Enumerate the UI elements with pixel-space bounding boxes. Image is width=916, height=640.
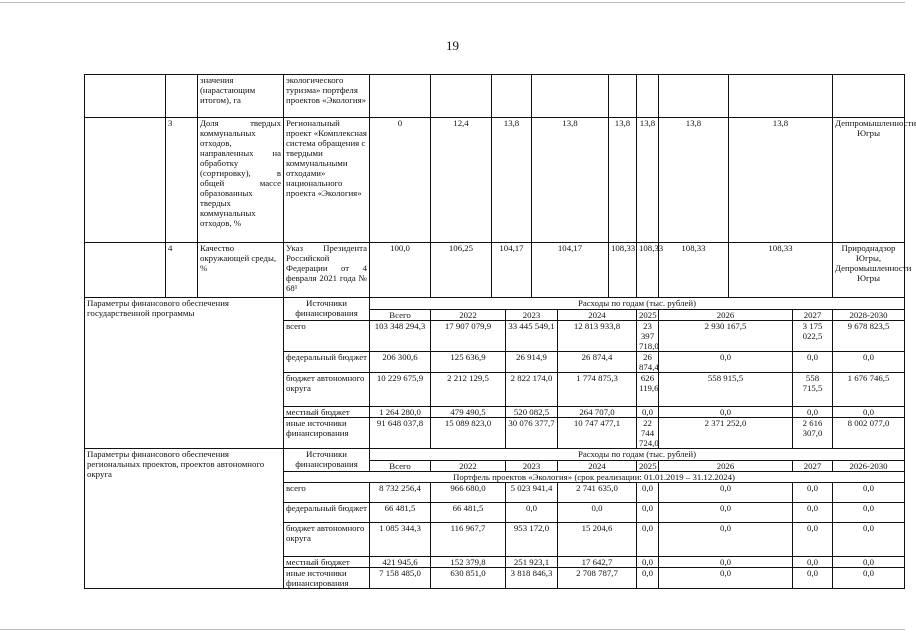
indicator-value [492, 75, 532, 118]
indicator-source: Региональный проект «Комплексная система обращения с твердыми коммунальными отходами» национального проекта «Экология» [284, 118, 370, 243]
amount-cell: 626 119,6 [637, 373, 659, 407]
amount-cell: 2 371 252,0 [659, 418, 793, 449]
indicator-value [609, 75, 637, 118]
amount-cell: 0,0 [637, 523, 659, 557]
blank-cell [85, 75, 166, 118]
indicator-source: Указ Президента Российской Федерации от 4 февраля 2021 года № 68¹ [284, 243, 370, 298]
indicator-responsible [833, 75, 905, 118]
amount-cell: 0,0 [833, 557, 905, 568]
source-name: бюджет автономного округа [284, 523, 370, 557]
expenses-header: Расходы по годам (тыс. рублей) [370, 298, 905, 310]
amount-cell: 0,0 [793, 483, 833, 503]
amount-cell: 0,0 [793, 568, 833, 589]
year-header: Всего [370, 461, 431, 472]
amount-cell: 0,0 [659, 503, 793, 523]
indicator-value [659, 75, 729, 118]
amount-cell: 0,0 [793, 523, 833, 557]
year-header: 2027 [793, 461, 833, 472]
year-header: 2027 [793, 310, 833, 321]
amount-cell: 10 747 477,1 [558, 418, 637, 449]
source-name: всего [284, 321, 370, 352]
amount-cell: 0,0 [659, 352, 793, 373]
indicator-name: Качество окружающей среды, % [198, 243, 284, 298]
amount-cell: 251 923,1 [506, 557, 558, 568]
section-label: Параметры финансового обеспечения региональных проектов, проектов автономного округа [85, 449, 284, 589]
year-header: 2026-2030 [833, 461, 905, 472]
year-header: 2026 [659, 310, 793, 321]
amount-cell: 8 002 077,0 [833, 418, 905, 449]
indicator-value [532, 75, 609, 118]
source-name: федеральный бюджет [284, 352, 370, 373]
indicator-value: 108,33 [637, 243, 659, 298]
indicator-number [166, 75, 198, 118]
indicator-value [729, 75, 833, 118]
amount-cell: 0,0 [793, 352, 833, 373]
amount-cell: 10 229 675,9 [370, 373, 431, 407]
year-header: 2023 [506, 461, 558, 472]
portfolio-title: Портфель проектов «Экология» (срок реализации: 01.01.2019 – 31.12.2024) [284, 472, 905, 483]
indicator-value: 108,33 [659, 243, 729, 298]
amount-cell: 2 822 174,0 [506, 373, 558, 407]
source-name: иные источники финансирования [284, 418, 370, 449]
amount-cell: 15 204,6 [558, 523, 637, 557]
amount-cell: 558 915,5 [659, 373, 793, 407]
year-header: 2022 [431, 310, 506, 321]
indicator-value [637, 75, 659, 118]
amount-cell: 1 085 344,3 [370, 523, 431, 557]
amount-cell: 0,0 [833, 483, 905, 503]
bottom-edge-line [0, 629, 905, 630]
amount-cell: 0,0 [558, 503, 637, 523]
amount-cell: 0,0 [833, 352, 905, 373]
amount-cell: 0,0 [833, 568, 905, 589]
amount-cell: 152 379,8 [431, 557, 506, 568]
year-header: 2025 [637, 310, 659, 321]
program-passport-table [84, 74, 916, 589]
indicator-value: 13,8 [659, 118, 729, 243]
amount-cell: 0,0 [506, 503, 558, 523]
amount-cell: 66 481,5 [431, 503, 506, 523]
amount-cell: 66 481,5 [370, 503, 431, 523]
indicator-value: 104,17 [532, 243, 609, 298]
amount-cell: 91 648 037,8 [370, 418, 431, 449]
amount-cell: 7 158 485,0 [370, 568, 431, 589]
indicator-responsible: Природнадзор Югры, Депромышленности Югры [833, 243, 905, 298]
amount-cell: 33 445 549,1 [506, 321, 558, 352]
sources-header: Источники финансирования [284, 298, 370, 321]
amount-cell: 26 914,9 [506, 352, 558, 373]
amount-cell: 1 264 280,0 [370, 407, 431, 418]
amount-cell: 2 708 787,7 [558, 568, 637, 589]
indicator-number: 3 [166, 118, 198, 243]
indicator-value: 13,8 [609, 118, 637, 243]
amount-cell: 953 172,0 [506, 523, 558, 557]
year-header: 2025 [637, 461, 659, 472]
indicator-value: 13,8 [637, 118, 659, 243]
amount-cell: 1 774 875,3 [558, 373, 637, 407]
section-label: Параметры финансового обеспечения государственной программы [85, 298, 284, 449]
amount-cell: 0,0 [637, 407, 659, 418]
amount-cell: 1 676 746,5 [833, 373, 905, 407]
blank-cell [85, 118, 166, 243]
state_program-header-row [85, 298, 905, 310]
amount-cell: 206 300,6 [370, 352, 431, 373]
indicator-row [85, 243, 905, 298]
amount-cell: 0,0 [637, 503, 659, 523]
indicator-value: 13,8 [729, 118, 833, 243]
indicator-name: Доля твердых коммунальных отходов, направленных на обработку (сортировку), в общей массе образованных твердых коммунальных отходов, % [198, 118, 284, 243]
amount-cell: 2 616 307,0 [793, 418, 833, 449]
amount-cell: 17 907 079,9 [431, 321, 506, 352]
indicator-row [85, 75, 905, 118]
amount-cell: 17 642,7 [558, 557, 637, 568]
amount-cell: 103 348 294,3 [370, 321, 431, 352]
expenses-header: Расходы по годам (тыс. рублей) [370, 449, 905, 461]
indicator-number: 4 [166, 243, 198, 298]
amount-cell: 26 874,4 [558, 352, 637, 373]
amount-cell: 9 678 823,5 [833, 321, 905, 352]
amount-cell: 0,0 [793, 557, 833, 568]
amount-cell: 0,0 [637, 483, 659, 503]
year-header: 2024 [558, 310, 637, 321]
source-name: бюджет автономного округа [284, 373, 370, 407]
source-name: иные источники финансирования [284, 568, 370, 589]
amount-cell: 0,0 [637, 557, 659, 568]
amount-cell: 421 945,6 [370, 557, 431, 568]
indicator-source: экологического туризма» портфеля проектов «Экология» [284, 75, 370, 118]
year-header: 2022 [431, 461, 506, 472]
amount-cell: 30 076 377,7 [506, 418, 558, 449]
amount-cell: 5 023 941,4 [506, 483, 558, 503]
amount-cell: 12 813 933,8 [558, 321, 637, 352]
source-name: всего [284, 483, 370, 503]
indicator-value: 13,8 [492, 118, 532, 243]
amount-cell: 479 490,5 [431, 407, 506, 418]
amount-cell: 0,0 [833, 523, 905, 557]
amount-cell: 23 397 718,0 [637, 321, 659, 352]
indicator-name: значения (нарастающим итогом), га [198, 75, 284, 118]
amount-cell: 3 175 022,5 [793, 321, 833, 352]
source-name: федеральный бюджет [284, 503, 370, 523]
indicator-value: 104,17 [492, 243, 532, 298]
amount-cell: 0,0 [659, 523, 793, 557]
year-header: Всего [370, 310, 431, 321]
amount-cell: 0,0 [833, 407, 905, 418]
amount-cell: 966 680,0 [431, 483, 506, 503]
amount-cell: 520 082,5 [506, 407, 558, 418]
indicator-row [85, 118, 905, 243]
source-name: местный бюджет [284, 557, 370, 568]
amount-cell: 0,0 [659, 483, 793, 503]
year-header: 2026 [659, 461, 793, 472]
indicator-value [370, 75, 431, 118]
amount-cell: 0,0 [659, 557, 793, 568]
indicator-value: 0 [370, 118, 431, 243]
page-number: 19 [446, 38, 459, 53]
amount-cell: 0,0 [793, 407, 833, 418]
indicator-value: 100,0 [370, 243, 431, 298]
indicator-value: 108,33 [729, 243, 833, 298]
amount-cell: 15 089 823,0 [431, 418, 506, 449]
year-header: 2028-2030 [833, 310, 905, 321]
indicator-value: 13,8 [532, 118, 609, 243]
amount-cell: 558 715,5 [793, 373, 833, 407]
blank-cell [85, 243, 166, 298]
regional_projects-header-row [85, 449, 905, 461]
amount-cell: 0,0 [659, 407, 793, 418]
amount-cell: 2 741 635,0 [558, 483, 637, 503]
indicator-value [431, 75, 492, 118]
amount-cell: 0,0 [793, 503, 833, 523]
amount-cell: 2 212 129,5 [431, 373, 506, 407]
amount-cell: 0,0 [833, 503, 905, 523]
indicator-value: 106,25 [431, 243, 492, 298]
amount-cell: 630 851,0 [431, 568, 506, 589]
indicator-value: 108,33 [609, 243, 637, 298]
amount-cell: 2 930 167,5 [659, 321, 793, 352]
top-edge-line [0, 2, 905, 3]
amount-cell: 264 707,0 [558, 407, 637, 418]
amount-cell: 26 874,4 [637, 352, 659, 373]
source-name: местный бюджет [284, 407, 370, 418]
amount-cell: 125 636,9 [431, 352, 506, 373]
sources-header: Источники финансирования [284, 449, 370, 472]
amount-cell: 22 744 724,0 [637, 418, 659, 449]
year-header: 2024 [558, 461, 637, 472]
amount-cell: 0,0 [659, 568, 793, 589]
amount-cell: 116 967,7 [431, 523, 506, 557]
amount-cell: 3 818 846,3 [506, 568, 558, 589]
amount-cell: 8 732 256,4 [370, 483, 431, 503]
indicator-responsible: Деппромышленности Югры [833, 118, 905, 243]
year-header: 2023 [506, 310, 558, 321]
indicator-value: 12,4 [431, 118, 492, 243]
amount-cell: 0,0 [637, 568, 659, 589]
